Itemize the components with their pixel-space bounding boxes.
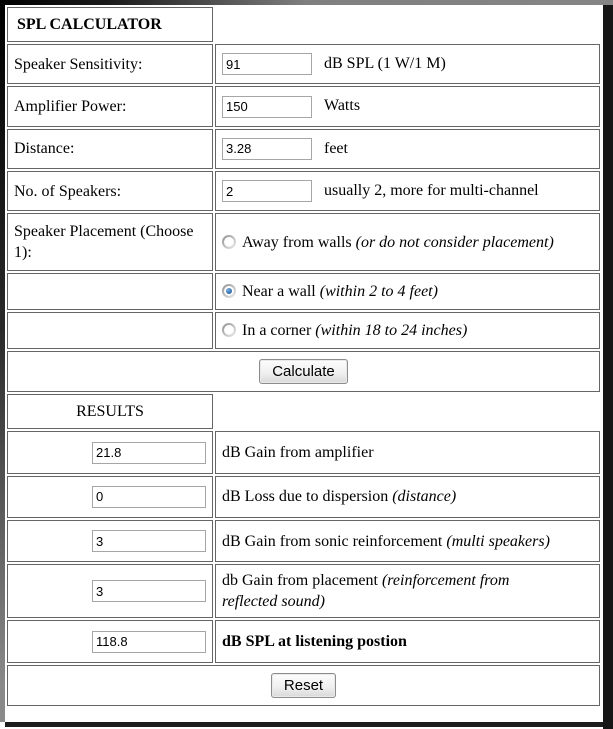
placement-option-label: Near a wall: [242, 283, 316, 301]
placement-option-note: (or do not consider placement): [355, 233, 554, 251]
sonic-gain-cell: [7, 520, 213, 562]
page-content: [5, 5, 603, 722]
num-speakers-input[interactable]: [222, 180, 312, 202]
table-row: [7, 312, 600, 349]
table-row: [7, 7, 600, 42]
reset-button[interactable]: Reset: [271, 673, 336, 698]
dispersion-loss-desc-cell: [215, 476, 600, 518]
page-title: SPL CALCULATOR: [7, 7, 213, 42]
table-row: [7, 564, 600, 618]
radio-near-a-wall[interactable]: [222, 284, 236, 298]
result-desc: db Gain from placement: [222, 572, 378, 590]
radio-away-from-walls[interactable]: [222, 235, 236, 249]
table-row: [7, 620, 600, 662]
radio-in-a-corner[interactable]: [222, 323, 236, 337]
num-speakers-label: No. of Speakers:: [7, 171, 213, 211]
speaker-sensitivity-unit: dB SPL (1 W/1 M): [324, 55, 446, 72]
spl-total-desc-cell: [215, 620, 600, 662]
table-row: [7, 431, 600, 473]
table-row: [7, 476, 600, 518]
dispersion-loss-input[interactable]: [92, 486, 206, 508]
num-speakers-cell: [215, 171, 600, 211]
placement-option-label: Away from walls: [242, 233, 352, 251]
distance-unit: feet: [324, 139, 348, 157]
speaker-sensitivity-cell: [215, 44, 600, 84]
table-row: [7, 351, 600, 392]
sonic-gain-desc-cell: [215, 520, 600, 562]
table-row: [7, 213, 600, 271]
result-note: (multi speakers): [446, 532, 550, 550]
result-note: (reinforcement from reflected sound): [222, 572, 510, 611]
placement-option-away: [215, 213, 600, 271]
amp-gain-cell: [7, 431, 213, 473]
spl-total-input[interactable]: [92, 631, 206, 653]
distance-label: Distance:: [7, 129, 213, 169]
speaker-sensitivity-label: Speaker Sensitivity:: [7, 44, 213, 84]
speaker-sensitivity-input[interactable]: [222, 53, 312, 75]
placement-option-label: In a corner: [242, 322, 312, 340]
empty-cell: [7, 273, 213, 310]
speaker-placement-label: Speaker Placement (Choose 1):: [7, 213, 213, 271]
result-desc: dB Gain from amplifier: [222, 443, 374, 461]
placement-option-corner: [215, 312, 600, 349]
placement-gain-input[interactable]: [92, 580, 206, 602]
table-row: [7, 273, 600, 310]
result-note: (distance): [392, 488, 457, 506]
result-desc: dB SPL at listening postion: [222, 632, 407, 650]
table-row: [7, 129, 600, 169]
table-row: [7, 86, 600, 126]
amp-gain-desc-cell: [215, 431, 600, 473]
placement-gain-desc-cell: [215, 564, 600, 618]
distance-cell: [215, 129, 600, 169]
amp-gain-input[interactable]: [92, 442, 206, 464]
dispersion-loss-cell: [7, 476, 213, 518]
table-row: [7, 665, 600, 706]
reset-cell: [7, 665, 600, 706]
distance-input[interactable]: [222, 138, 312, 160]
num-speakers-unit: usually 2, more for multi-channel: [324, 181, 539, 199]
placement-option-near-wall: [215, 273, 600, 310]
placement-option-note: (within 2 to 4 feet): [319, 283, 438, 301]
window-frame-right: [603, 5, 613, 729]
spl-calculator-table: [5, 5, 602, 708]
table-row: [7, 44, 600, 84]
placement-option-note: (within 18 to 24 inches): [315, 322, 468, 340]
empty-cell: [7, 312, 213, 349]
calculate-cell: [7, 351, 600, 392]
spl-total-cell: [7, 620, 213, 662]
result-desc: dB Loss due to dispersion: [222, 488, 389, 506]
sonic-gain-input[interactable]: [92, 530, 206, 552]
amplifier-power-label: Amplifier Power:: [7, 86, 213, 126]
table-row: [7, 394, 600, 429]
amplifier-power-input[interactable]: [222, 96, 312, 118]
results-header: RESULTS: [7, 394, 213, 429]
table-row: [7, 171, 600, 211]
table-row: [7, 520, 600, 562]
placement-gain-cell: [7, 564, 213, 618]
amplifier-power-unit: Watts: [324, 97, 361, 115]
amplifier-power-cell: [215, 86, 600, 126]
window-frame-bottom: [5, 722, 603, 727]
calculate-button[interactable]: Calculate: [259, 359, 348, 384]
result-desc: dB Gain from sonic reinforcement: [222, 532, 443, 550]
